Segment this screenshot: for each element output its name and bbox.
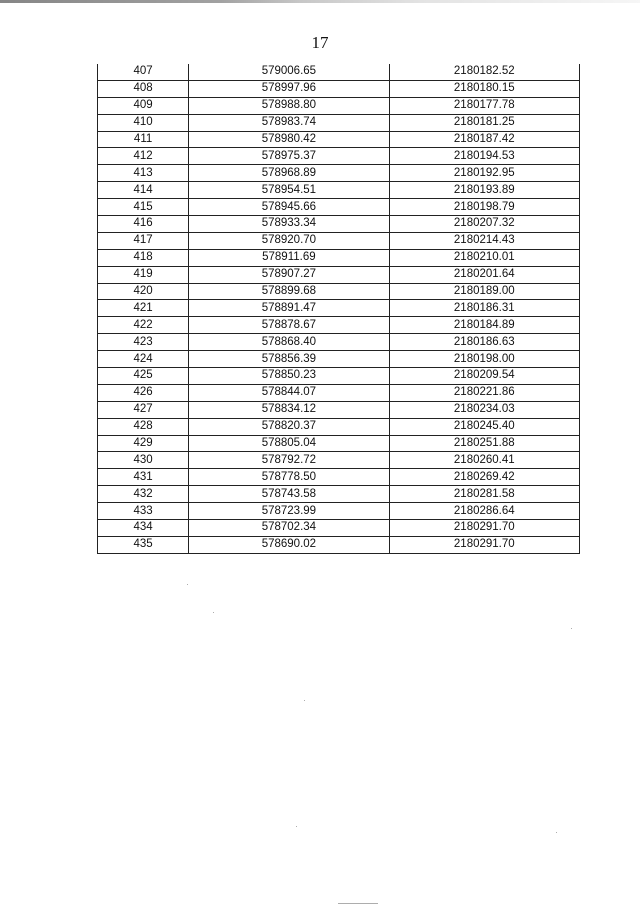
y-coordinate-cell: 2180245.40: [389, 418, 579, 435]
x-coordinate-cell: 578856.39: [189, 351, 389, 368]
y-coordinate-cell: 2180234.03: [389, 401, 579, 418]
x-coordinate-cell: 578702.34: [189, 520, 389, 537]
table-row: [98, 452, 580, 469]
y-coordinate-cell: 2180186.63: [389, 334, 579, 351]
x-coordinate-cell: 578983.74: [189, 114, 389, 131]
x-coordinate-cell: 578911.69: [189, 249, 389, 266]
y-coordinate-cell: 2180260.41: [389, 452, 579, 469]
y-coordinate-cell: 2180186.31: [389, 300, 579, 317]
point-number-cell: 410: [98, 114, 189, 131]
y-coordinate-cell: 2180251.88: [389, 435, 579, 452]
x-coordinate-cell: 578975.37: [189, 148, 389, 165]
table-row: [98, 64, 580, 80]
table-row: [98, 469, 580, 486]
scan-speck: [571, 628, 572, 629]
point-number-cell: 411: [98, 131, 189, 148]
page-number: 17: [311, 33, 329, 52]
y-coordinate-cell: 2180198.79: [389, 199, 579, 216]
table-row: [98, 148, 580, 165]
point-number-cell: 418: [98, 249, 189, 266]
y-coordinate-cell: 2180291.70: [389, 536, 579, 553]
x-coordinate-cell: 578920.70: [189, 232, 389, 249]
y-coordinate-cell: 2180189.00: [389, 283, 579, 300]
point-number-cell: 435: [98, 536, 189, 553]
point-number-cell: 427: [98, 401, 189, 418]
y-coordinate-cell: 2180207.32: [389, 216, 579, 233]
table-row: [98, 503, 580, 520]
y-coordinate-cell: 2180209.54: [389, 368, 579, 385]
y-coordinate-cell: 2180210.01: [389, 249, 579, 266]
point-number-cell: 417: [98, 232, 189, 249]
y-coordinate-cell: 2180193.89: [389, 182, 579, 199]
table-row: [98, 216, 580, 233]
x-coordinate-cell: 578868.40: [189, 334, 389, 351]
point-number-cell: 412: [98, 148, 189, 165]
x-coordinate-cell: 578945.66: [189, 199, 389, 216]
point-number-cell: 425: [98, 368, 189, 385]
y-coordinate-cell: 2180286.64: [389, 503, 579, 520]
point-number-cell: 415: [98, 199, 189, 216]
table-row: [98, 97, 580, 114]
table-row: [98, 418, 580, 435]
point-number-cell: 408: [98, 80, 189, 97]
x-coordinate-cell: 578878.67: [189, 317, 389, 334]
table-row: [98, 536, 580, 553]
point-number-cell: 423: [98, 334, 189, 351]
x-coordinate-cell: 578891.47: [189, 300, 389, 317]
table-row: [98, 283, 580, 300]
y-coordinate-cell: 2180181.25: [389, 114, 579, 131]
point-number-cell: 409: [98, 97, 189, 114]
x-coordinate-cell: 578899.68: [189, 283, 389, 300]
scan-speck: [556, 832, 557, 833]
point-number-cell: 433: [98, 503, 189, 520]
x-coordinate-cell: 578723.99: [189, 503, 389, 520]
coordinates-table-body: [98, 64, 580, 553]
point-number-cell: 413: [98, 165, 189, 182]
x-coordinate-cell: 578997.96: [189, 80, 389, 97]
x-coordinate-cell: 578805.04: [189, 435, 389, 452]
x-coordinate-cell: 578850.23: [189, 368, 389, 385]
y-coordinate-cell: 2180177.78: [389, 97, 579, 114]
point-number-cell: 434: [98, 520, 189, 537]
x-coordinate-cell: 578743.58: [189, 486, 389, 503]
y-coordinate-cell: 2180198.00: [389, 351, 579, 368]
x-coordinate-cell: 578820.37: [189, 418, 389, 435]
table-row: [98, 80, 580, 97]
y-coordinate-cell: 2180187.42: [389, 131, 579, 148]
x-coordinate-cell: 578844.07: [189, 384, 389, 401]
scan-top-edge: [0, 0, 640, 3]
table-row: [98, 486, 580, 503]
point-number-cell: 419: [98, 266, 189, 283]
y-coordinate-cell: 2180269.42: [389, 469, 579, 486]
x-coordinate-cell: 578778.50: [189, 469, 389, 486]
x-coordinate-cell: 579006.65: [189, 64, 389, 80]
table-row: [98, 114, 580, 131]
scan-speck: [296, 826, 297, 827]
table-row: [98, 401, 580, 418]
table-row: [98, 199, 580, 216]
y-coordinate-cell: 2180281.58: [389, 486, 579, 503]
x-coordinate-cell: 578834.12: [189, 401, 389, 418]
y-coordinate-cell: 2180221.86: [389, 384, 579, 401]
scan-speck: [338, 903, 378, 904]
scan-speck: [304, 700, 305, 701]
y-coordinate-cell: 2180291.70: [389, 520, 579, 537]
table-row: [98, 131, 580, 148]
x-coordinate-cell: 578933.34: [189, 216, 389, 233]
x-coordinate-cell: 578988.80: [189, 97, 389, 114]
y-coordinate-cell: 2180192.95: [389, 165, 579, 182]
point-number-cell: 429: [98, 435, 189, 452]
table-row: [98, 384, 580, 401]
scan-speck: [187, 584, 188, 585]
point-number-cell: 430: [98, 452, 189, 469]
y-coordinate-cell: 2180201.64: [389, 266, 579, 283]
table-row: [98, 232, 580, 249]
table-row: [98, 317, 580, 334]
table-row: [98, 165, 580, 182]
table-row: [98, 266, 580, 283]
coordinates-table: [97, 64, 580, 554]
point-number-cell: 428: [98, 418, 189, 435]
point-number-cell: 426: [98, 384, 189, 401]
scan-speck: [213, 612, 214, 613]
table-row: [98, 334, 580, 351]
point-number-cell: 414: [98, 182, 189, 199]
point-number-cell: 421: [98, 300, 189, 317]
y-coordinate-cell: 2180214.43: [389, 232, 579, 249]
x-coordinate-cell: 578954.51: [189, 182, 389, 199]
x-coordinate-cell: 578792.72: [189, 452, 389, 469]
y-coordinate-cell: 2180182.52: [389, 64, 579, 80]
point-number-cell: 432: [98, 486, 189, 503]
x-coordinate-cell: 578980.42: [189, 131, 389, 148]
x-coordinate-cell: 578690.02: [189, 536, 389, 553]
x-coordinate-cell: 578907.27: [189, 266, 389, 283]
point-number-cell: 416: [98, 216, 189, 233]
y-coordinate-cell: 2180184.89: [389, 317, 579, 334]
table-row: [98, 435, 580, 452]
table-row: [98, 368, 580, 385]
table-row: [98, 520, 580, 537]
point-number-cell: 407: [98, 64, 189, 80]
point-number-cell: 431: [98, 469, 189, 486]
point-number-cell: 422: [98, 317, 189, 334]
table-row: [98, 300, 580, 317]
table-row: [98, 351, 580, 368]
y-coordinate-cell: 2180180.15: [389, 80, 579, 97]
x-coordinate-cell: 578968.89: [189, 165, 389, 182]
point-number-cell: 424: [98, 351, 189, 368]
point-number-cell: 420: [98, 283, 189, 300]
y-coordinate-cell: 2180194.53: [389, 148, 579, 165]
table-row: [98, 249, 580, 266]
table-row: [98, 182, 580, 199]
